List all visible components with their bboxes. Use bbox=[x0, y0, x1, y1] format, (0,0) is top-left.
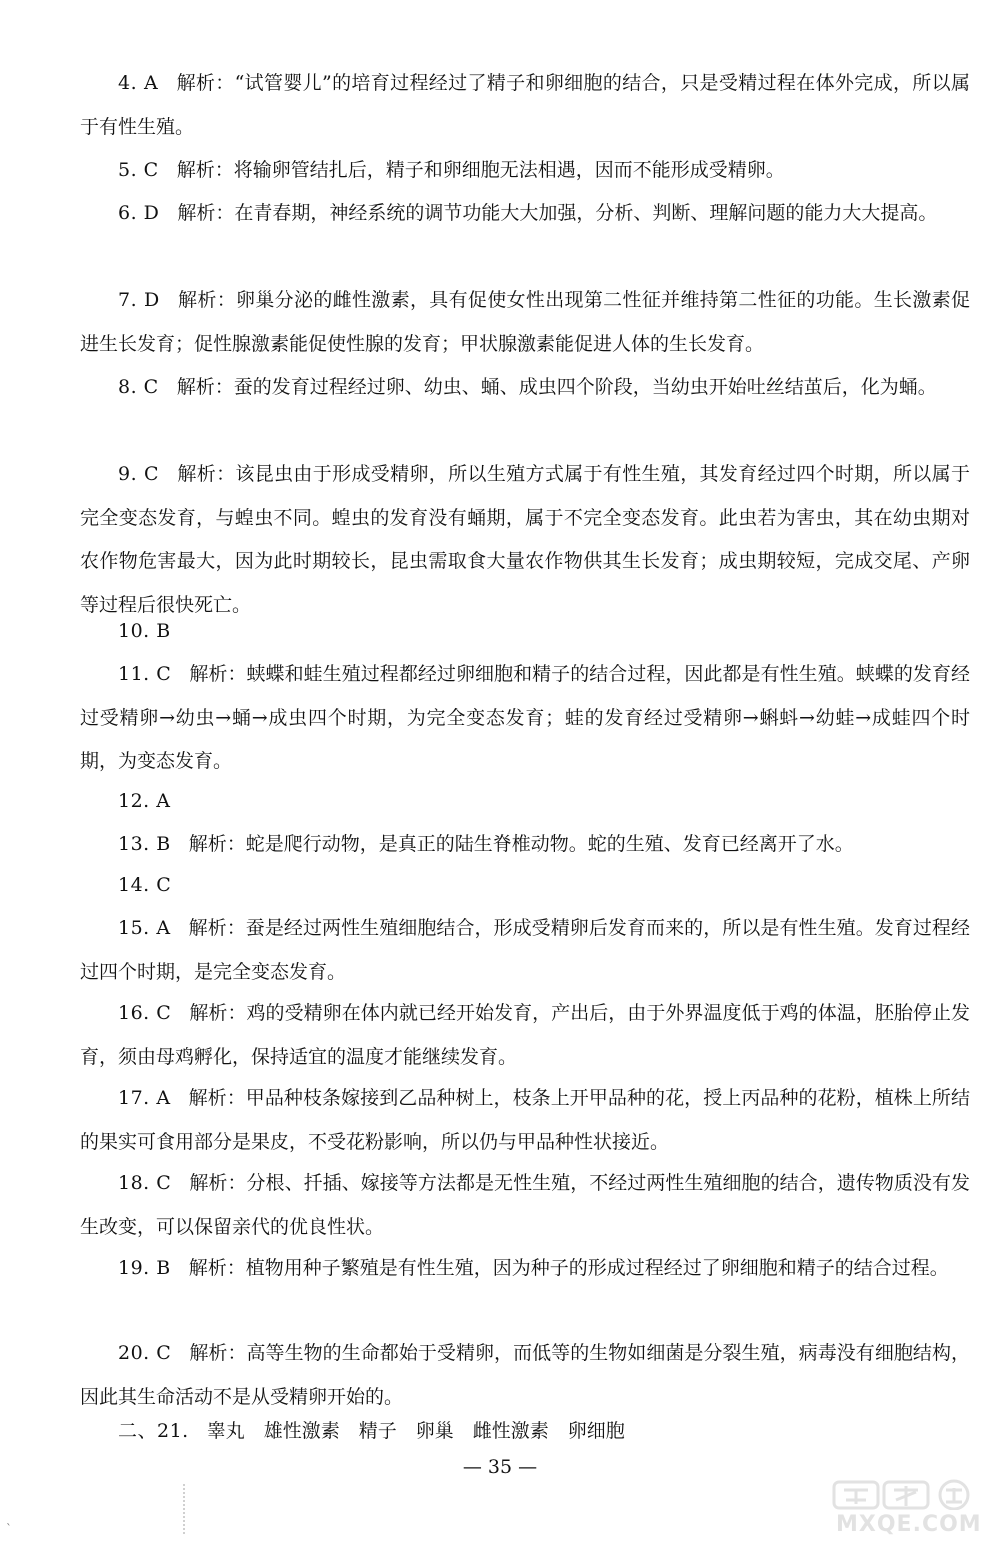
answer-number: 13. B bbox=[118, 833, 171, 855]
answer-explanation: 解析：甲品种枝条嫁接到乙品种树上，枝条上开甲品种的花，授上丙品种的花粉，植株上所结的果实可食用部分是果皮，不受花粉影响，所以仍与甲品种性状接近。 bbox=[80, 1087, 970, 1153]
answer-explanation: 解析：该昆虫由于形成受精卵，所以生殖方式属于有性生殖，其发育经过四个时期，所以属于完全变态发育，与蝗虫不同。蝗虫的发育没有蛹期，属于不完全变态发育。此虫若为害虫，其在幼虫期对农作物危害最大，因为此时期较长，昆虫需取食大量农作物供其生长发育；成虫期较短，完成交尾、产卵等过程后很快死亡。 bbox=[80, 463, 970, 616]
answer-item bbox=[80, 366, 970, 410]
answer-item bbox=[80, 992, 970, 1079]
answer-item bbox=[80, 1247, 970, 1291]
answer-item bbox=[80, 610, 970, 654]
answer-explanation: 解析：蚕的发育过程经过卵、幼虫、蛹、成虫四个阶段，当幼虫开始吐丝结茧后，化为蛹。 bbox=[176, 376, 937, 398]
answer-explanation: 解析：蛱蝶和蛙生殖过程都经过卵细胞和精子的结合过程，因此都是有性生殖。蛱蝶的发育经过受精卵→幼虫→蛹→成虫四个时期，为完全变态发育；蛙的发育经过受精卵→蝌蚪→幼蛙→成蛙四个时期，为变态发育。 bbox=[80, 663, 970, 772]
answer-item bbox=[80, 823, 970, 867]
answer-explanation: 解析：卵巢分泌的雌性激素，具有促使女性出现第二性征并维持第二性征的功能。生长激素促进生长发育；促性腺激素能促使性腺的发育；甲状腺激素能促进人体的生长发育。 bbox=[80, 289, 970, 355]
page-number: — 35 — bbox=[462, 1456, 538, 1478]
answer-number: 17. A bbox=[118, 1087, 171, 1109]
answer-item bbox=[80, 1410, 970, 1454]
answer-number: 20. C bbox=[118, 1342, 172, 1364]
answer-explanation: 解析：蚕是经过两性生殖细胞结合，形成受精卵后发育而来的，所以是有性生殖。发育过程经过四个时期，是完全变态发育。 bbox=[80, 917, 970, 983]
answer-number: 4. A bbox=[118, 72, 159, 94]
answer-number: 19. B bbox=[118, 1257, 171, 1279]
answer-item bbox=[80, 907, 970, 994]
answer-number: 14. C bbox=[118, 874, 172, 896]
answer-item bbox=[80, 62, 970, 149]
answer-number: 5. C bbox=[118, 159, 159, 181]
answer-explanation: 解析：将输卵管结扎后，精子和卵细胞无法相遇，因而不能形成受精卵。 bbox=[176, 159, 785, 181]
answer-explanation: 解析：“试管婴儿”的培育过程经过了精子和卵细胞的结合，只是受精过程在体外完成，所以属于有性生殖。 bbox=[80, 72, 970, 138]
answer-number: 18. C bbox=[118, 1172, 172, 1194]
answer-item bbox=[80, 1077, 970, 1164]
answer-item bbox=[80, 279, 970, 366]
answer-explanation: 解析：分根、扦插、嫁接等方法都是无性生殖，不经过两性生殖细胞的结合，遗传物质没有发生改变，可以保留亲代的优良性状。 bbox=[80, 1172, 970, 1238]
answer-item bbox=[80, 192, 970, 236]
answer-item bbox=[80, 149, 970, 193]
answer-number: 15. A bbox=[118, 917, 171, 939]
answer-number: 12. A bbox=[118, 790, 171, 812]
watermark-url: MXQE.COM bbox=[836, 1512, 982, 1537]
answer-item bbox=[80, 780, 970, 824]
answer-number: 7. D bbox=[118, 289, 160, 311]
answer-number: 10. B bbox=[118, 620, 171, 642]
answer-explanation: 解析：在青春期，神经系统的调节功能大大加强，分析、判断、理解问题的能力大大提高。 bbox=[177, 202, 938, 224]
answer-number: 9. C bbox=[118, 463, 160, 485]
answer-number: 6. D bbox=[118, 202, 160, 224]
answer-explanation: 解析：鸡的受精卵在体内就已经开始发育，产出后，由于外界温度低于鸡的体温，胚胎停止发育，须由母鸡孵化，保持适宜的温度才能继续发育。 bbox=[80, 1002, 970, 1068]
answer-item bbox=[80, 1332, 970, 1419]
answer-explanation: 解析：高等生物的生命都始于受精卵，而低等的生物如细菌是分裂生殖，病毒没有细胞结构，因此其生命活动不是从受精卵开始的。 bbox=[80, 1342, 970, 1408]
answer-number: 16. C bbox=[118, 1002, 172, 1024]
answer-explanation: 解析：蛇是爬行动物，是真正的陆生脊椎动物。蛇的生殖、发育已经离开了水。 bbox=[188, 833, 854, 855]
answer-item bbox=[80, 453, 970, 627]
watermark bbox=[832, 1478, 982, 1540]
scan-artifact bbox=[183, 1484, 189, 1534]
answer-explanation: 解析：植物用种子繁殖是有性生殖，因为种子的形成过程经过了卵细胞和精子的结合过程。 bbox=[188, 1257, 949, 1279]
answer-item bbox=[80, 864, 970, 908]
scan-artifact: ` bbox=[6, 1522, 12, 1536]
answer-explanation: 睾丸 雄性激素 精子 卵巢 雌性激素 卵细胞 bbox=[206, 1420, 625, 1442]
answer-item bbox=[80, 653, 970, 784]
answer-number: 11. C bbox=[118, 663, 172, 685]
answer-item bbox=[80, 1162, 970, 1249]
answer-number: 二、21. bbox=[118, 1420, 189, 1442]
watermark-logo-icon bbox=[832, 1478, 982, 1510]
answer-number: 8. C bbox=[118, 376, 159, 398]
